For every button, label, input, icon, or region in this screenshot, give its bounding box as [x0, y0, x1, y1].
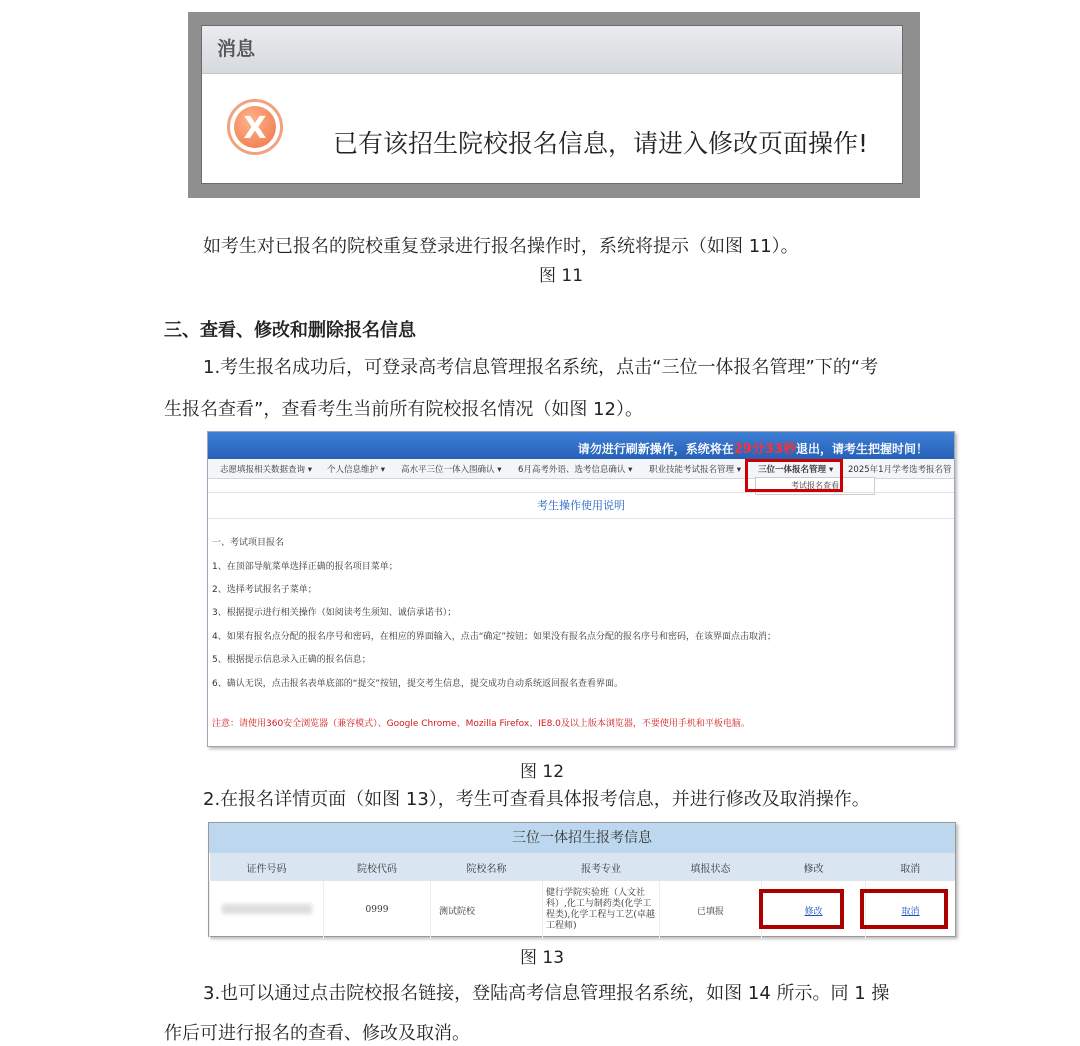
- school-code-cell: 0999: [324, 881, 431, 939]
- error-dialog-screenshot: [188, 12, 920, 198]
- nav-item-data-query[interactable]: 志愿填报相关数据查询 ▾: [220, 465, 312, 475]
- paragraph-3-line-2: 作后可进行报名的查看、修改及取消。: [164, 1023, 470, 1044]
- table-title: 三位一体招生报考信息: [209, 823, 955, 853]
- caption-fig13: 图 13: [520, 948, 565, 968]
- col-school-name: 院校名称: [431, 853, 543, 881]
- dialog-title: 消息: [202, 26, 902, 74]
- col-edit: 修改: [762, 853, 866, 881]
- col-id-number: 证件号码: [210, 853, 324, 881]
- status-cell: 已填报: [660, 881, 762, 939]
- highlight-box: [745, 459, 843, 492]
- instructions-heading: 考生操作使用说明: [208, 492, 954, 519]
- school-name-cell: 测试院校: [431, 881, 543, 939]
- nav-item-vocational-exam[interactable]: 职业技能考试报名管理 ▾: [649, 465, 741, 475]
- instruction-line: 4、如果有报名点分配的报名序号和密码，在相应的界面输入，点击“确定”按钮；如果没有报名点分配的报名序号和密码，在该界面点击取消；: [212, 632, 777, 642]
- error-x-icon: X: [227, 99, 283, 155]
- submenu-exam-view[interactable]: 考试报名查看: [755, 477, 875, 495]
- section-heading: 三、查看、修改和删除报名信息: [164, 320, 416, 341]
- paragraph-fig11: 如考生对已报名的院校重复登录进行报名操作时，系统将提示（如图 11）。: [203, 236, 799, 257]
- instruction-line: 2、选择考试报名子菜单；: [212, 585, 317, 595]
- nav-item-june-exam-confirm[interactable]: 6月高考外语、选考信息确认 ▾: [518, 465, 633, 475]
- edit-highlight-box: [759, 889, 844, 929]
- col-school-code: 院校代码: [324, 853, 431, 881]
- system-screenshot-fig12: [207, 431, 955, 747]
- edit-link[interactable]: 修改: [804, 906, 823, 917]
- browser-note: 注意：请使用360安全浏览器（兼容模式）、Google Chrome、Mozilla Firefox、IE8.0及以上版本浏览器，不要使用手机和平板电脑。: [212, 719, 750, 729]
- registration-table-fig13: [208, 822, 956, 937]
- nav-item-2025-exam[interactable]: 2025年1月学考选考报名管: [848, 465, 952, 475]
- instruction-line: 1、在顶部导航菜单选择正确的报名项目菜单；: [212, 562, 398, 572]
- nav-item-high-level-confirm[interactable]: 高水平三位一体入围确认 ▾: [401, 465, 502, 475]
- id-number-cell: [210, 881, 324, 939]
- paragraph-1-line-1: 1.考生报名成功后，可登录高考信息管理报名系统，点击“三位一体报名管理”下的“考: [203, 357, 879, 378]
- col-major: 报考专业: [543, 853, 660, 881]
- cancel-link[interactable]: 取消: [901, 906, 920, 917]
- caption-fig11: 图 11: [539, 266, 584, 286]
- error-dialog: [201, 25, 903, 184]
- instruction-line: 一、考试项目报名: [212, 538, 285, 548]
- nav-item-personal-info[interactable]: 个人信息维护 ▾: [327, 465, 385, 475]
- major-cell: 健行学院实验班（人文社科）,化工与制药类(化学工程类),化学工程与工艺(卓越工程师): [543, 881, 660, 939]
- warning-banner: [208, 432, 954, 459]
- col-cancel: 取消: [866, 853, 956, 881]
- paragraph-3-line-1: 3.也可以通过点击院校报名链接，登陆高考信息管理报名系统，如图 14 所示。同 1 操: [203, 983, 890, 1004]
- paragraph-1-line-2: 生报名查看”，查看考生当前所有院校报名情况（如图 12）。: [164, 399, 643, 420]
- countdown-timer: 29分33秒: [733, 442, 796, 457]
- instruction-line: 5、根据提示信息录入正确的报名信息；: [212, 655, 371, 665]
- dialog-message: 已有该招生院校报名信息，请进入修改页面操作!: [333, 129, 869, 158]
- instruction-line: 3、根据提示进行相关操作（如阅读考生须知、诚信承诺书）；: [212, 608, 457, 618]
- caption-fig12: 图 12: [520, 762, 565, 782]
- banner-prefix: 请勿进行刷新操作，系统将在: [577, 442, 734, 456]
- instruction-line: 6、确认无误，点击报名表单底部的“提交”按钮，提交考生信息，提交成功自动系统返回报名查看界面。: [212, 679, 624, 689]
- col-status: 填报状态: [660, 853, 762, 881]
- id-number-blurred: [222, 904, 312, 914]
- paragraph-2: 2.在报名详情页面（如图 13），考生可查看具体报考信息，并进行修改及取消操作。: [203, 789, 870, 810]
- cancel-highlight-box: [860, 889, 948, 929]
- banner-suffix: 退出，请考生把握时间！: [795, 442, 928, 456]
- nav-item-sanweiyiti-management[interactable]: 三位一体报名管理 ▾: [758, 465, 834, 475]
- table-header-row: [210, 853, 956, 881]
